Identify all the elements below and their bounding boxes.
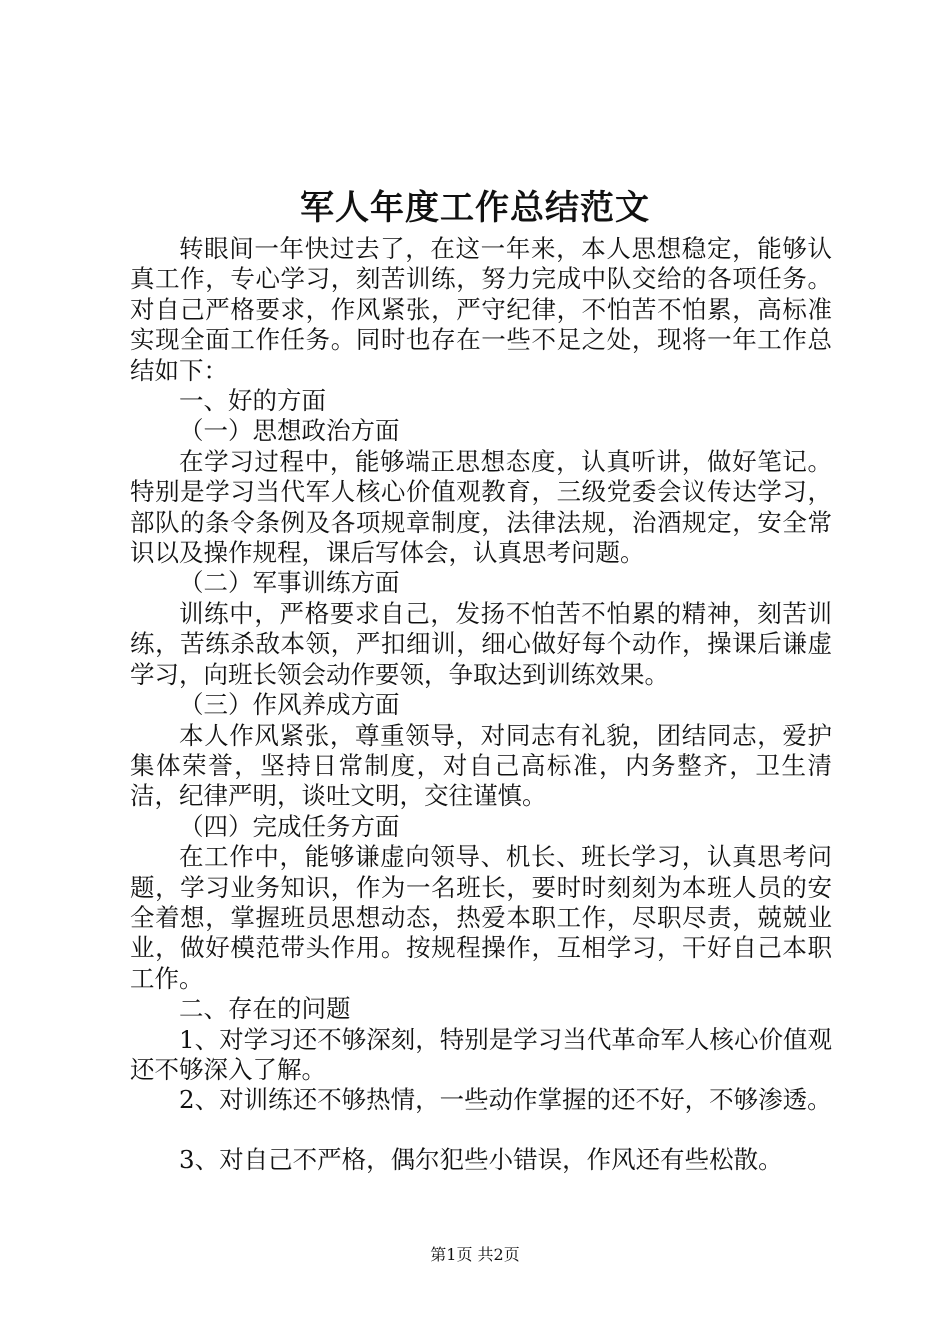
document-title: 军人年度工作总结范文 <box>300 188 650 228</box>
section-heading-problems: 二、存在的问题 <box>179 994 351 1024</box>
problem-item-3: 3、对自己不严格，偶尔犯些小错误，作风还有些松散。 <box>179 1144 783 1174</box>
intro-paragraph: 转眼间一年快过去了，在这一年来，本人思想稳定，能够认真工作，专心学习，刻苦训练，努力完成中队交给的各项任务。对自己严格要求，作风紧张，严守纪律，不怕苦不怕累，高标准实现全面工作任务。同时也存在一些不足之处，现将一年工作总结如下： <box>130 234 832 385</box>
problem-item-1: 1、对学习还不够深刻，特别是学习当代革命军人核心价值观还不够深入了解。 <box>130 1024 832 1084</box>
subheading-training: （二）军事训练方面 <box>179 568 400 598</box>
problem-item-2: 2、对训练还不够热情，一些动作掌握的还不好，不够渗透。 <box>179 1085 832 1115</box>
subheading-ideology: （一）思想政治方面 <box>179 416 400 446</box>
subheading-tasks: （四）完成任务方面 <box>179 811 400 841</box>
section-heading-good: 一、好的方面 <box>179 386 326 416</box>
subheading-style: （三）作风养成方面 <box>179 690 400 720</box>
page-footer: 第1页 共2页 <box>430 1245 520 1264</box>
paragraph-ideology: 在学习过程中，能够端正思想态度，认真听讲，做好笔记。特别是学习当代军人核心价值观教育，三级党委会议传达学习，部队的条令条例及各项规章制度，法律法规，治酒规定，安全常识以及操作规程，课后写体会，认真思考问题。 <box>130 446 832 568</box>
paragraph-style: 本人作风紧张，尊重领导，对同志有礼貌，团结同志，爱护集体荣誉，坚持日常制度，对自己高标准，内务整齐，卫生清洁，纪律严明，谈吐文明，交往谨慎。 <box>130 720 832 811</box>
document-body <box>130 234 832 1175</box>
paragraph-tasks: 在工作中，能够谦虚向领导、机长、班长学习，认真思考问题，学习业务知识，作为一名班长，要时时刻刻为本班人员的安全着想，掌握班员思想动态，热爱本职工作，尽职尽责，兢兢业业，做好模范带头作用。按规程操作，互相学习，干好自己本职工作。 <box>130 842 832 993</box>
paragraph-training: 训练中，严格要求自己，发扬不怕苦不怕累的精神，刻苦训练，苦练杀敌本领，严扣细训，细心做好每个动作，操课后谦虚学习，向班长领会动作要领，争取达到训练效果。 <box>130 598 832 689</box>
